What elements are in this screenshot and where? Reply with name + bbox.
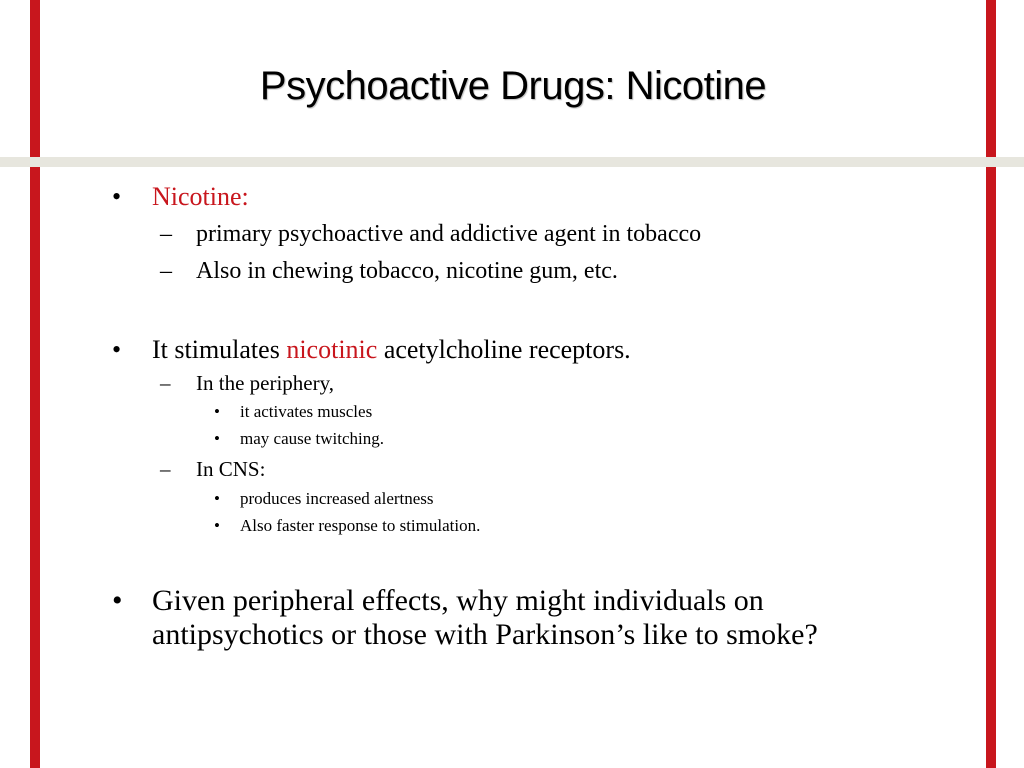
slide-title: Psychoactive Drugs: Nicotine (259, 64, 767, 108)
question-line-2: antipsychotics or those with Parkinson’s like to smoke? (152, 618, 818, 651)
bullet-marker: • (112, 182, 122, 211)
sub-sub-bullet-faster-response: Also faster response to stimulation. (240, 516, 481, 535)
sub-bullet-primary-agent: primary psychoactive and addictive agent in tobacco (196, 221, 702, 247)
sub-bullet-periphery: In the periphery, (196, 371, 334, 395)
bullet-marker: • (112, 335, 122, 364)
dash-marker: – (160, 221, 172, 247)
dash-marker: – (160, 258, 172, 284)
bullet-stimulates-post: acetylcholine receptors. (377, 335, 631, 364)
dash-marker: – (160, 457, 171, 481)
bullet-marker: • (214, 516, 220, 535)
sub-sub-bullet-activates-muscles: it activates muscles (240, 402, 373, 421)
bullet-marker: • (214, 429, 220, 448)
bullet-stimulates-pre: It stimulates (152, 335, 287, 364)
sub-sub-bullet-twitching: may cause twitching. (240, 429, 384, 448)
sub-bullet-cns: In CNS: (196, 457, 266, 481)
bullet-stimulates-highlight: nicotinic (286, 335, 378, 364)
bullet-stimulates (152, 335, 631, 365)
bullet-marker: • (112, 584, 123, 617)
question-line-1: Given peripheral effects, why might individuals on (152, 584, 764, 617)
bullet-marker: • (214, 489, 220, 508)
sub-bullet-also-in: Also in chewing tobacco, nicotine gum, etc. (196, 258, 618, 284)
bullet-nicotine: Nicotine: (152, 182, 249, 211)
bullet-marker: • (214, 402, 220, 421)
dash-marker: – (160, 371, 171, 395)
sub-sub-bullet-alertness: produces increased alertness (240, 489, 434, 508)
